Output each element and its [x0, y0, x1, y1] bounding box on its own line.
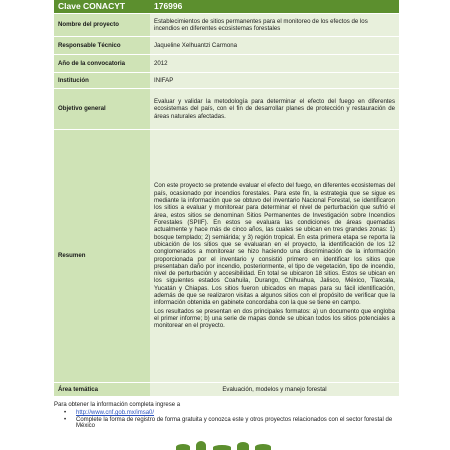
footer-intro: Para obtener la información completa ingrese a [54, 402, 181, 408]
nombre-row [54, 14, 399, 37]
anio-row [54, 55, 399, 73]
resumen-row [54, 130, 399, 383]
bullet-icon: • [64, 410, 67, 416]
project-table [54, 0, 399, 397]
nombre-value: Establecimientos de sitios permanentes para el monitoreo de los efectos de los incendios en diferentes ecosistemas forestales [150, 14, 399, 37]
sponsor-logo-strip [176, 441, 271, 450]
project-sheet [54, 0, 399, 430]
resumen-label: Resumen [54, 130, 150, 383]
resumen-paragraph-2: Los resultados se presentan en dos principales formatos: a) un documento que engloba el primer informe; b) una serie de mapas donde se ubican todos los sitios potenciales a monitorear en el proyecto. [154, 307, 395, 330]
area-value: Evaluación, modelos y manejo forestal [150, 383, 399, 397]
institucion-value: INIFAP [150, 73, 399, 89]
anio-label: Año de la convocatoria [54, 55, 150, 73]
anio-value: 2012 [150, 55, 399, 73]
responsable-label: Responsable Técnico [54, 37, 150, 55]
objetivo-row [54, 89, 399, 130]
header-row [54, 0, 399, 14]
area-label: Área temática [54, 383, 150, 397]
resumen-paragraph-1: Con este proyecto se pretende evaluar el efecto del fuego, en diferentes ecosistemas del país, ocasionado por incendios forestales. Para este fin, la estrategia que se sigue es mediante la información que se obtuvo del inventario Nacional Forestal, se identificaron los sitios a evaluar y monitorear para determinar el nivel de perturbación que sufrió el área, estos sitios se denominan Sitios Permanentes de Investigación sobre Incendios Forestales (SPIIF). En estos se evaluara las condiciones de áreas quemadas actualmente y hace más de cinco años, las cuales se ubican en tres grandes zonas: 1) bosque templado; 2) semiárida; y 3) región tropical. En esta primera etapa se reporta la ubicación de los sitios que se evaluaran en el proyecto, la identificación de los 12 conglomerados a monitorear se hizo haciendo una discriminación de la información proporcionada por el inventario y consistió primero en identificar los sitios que presentaban daño por incendio, posteriormente, el tipo de vegetación, tipo de incendio, nivel de perturbación y accesibilidad. En total se ubicaron 18 sitios. Estos se ubican en los siguientes estados Coahuila, Durango, Chihuahua, Jalisco, México, Tlaxcala, Yucatán y Chiapas. Los sitios fueron ubicados en mapas para su fácil identificación, además de que se realizaron visitas a algunos sitios con el propósito de verificar que la información obtenida en gabinete concordaba con la que se tiene en campo. [154, 182, 395, 307]
objetivo-value: Evaluar y validar la metodología para determinar el efecto del fuego en diferentes ecosistemas del país, con el fin de desarrollar planes de protección y restauración de áreas naturales afectadas. [150, 89, 399, 130]
clave-label: Clave CONACYT [54, 0, 150, 14]
footer-note-item [54, 417, 399, 429]
logo-shape-icon [237, 442, 249, 450]
institucion-row [54, 73, 399, 89]
area-row [54, 383, 399, 397]
nombre-label: Nombre del proyecto [54, 14, 150, 37]
responsable-value: Jaqueline Xelhuantzi Carmona [150, 37, 399, 55]
info-link[interactable]: http://www.cnf.gob.mx/imsa0/ [76, 410, 155, 416]
resumen-value [150, 130, 399, 383]
footer-link-item [54, 410, 399, 416]
footer-note: Complete la forma de registro de forma gratuita y conozca este y otros proyectos relacionados con el sector forestal de México [76, 417, 393, 429]
logo-shape-icon [255, 444, 271, 450]
logo-shape-icon [213, 445, 231, 450]
objetivo-label: Objetivo general [54, 89, 150, 130]
footer [54, 402, 399, 429]
bullet-icon: • [64, 417, 67, 423]
logo-shape-icon [176, 444, 190, 450]
responsable-row [54, 37, 399, 55]
footer-list [54, 410, 399, 429]
institucion-label: Institución [54, 73, 150, 89]
clave-value: 176996 [150, 0, 399, 14]
logo-shape-icon [196, 441, 206, 450]
